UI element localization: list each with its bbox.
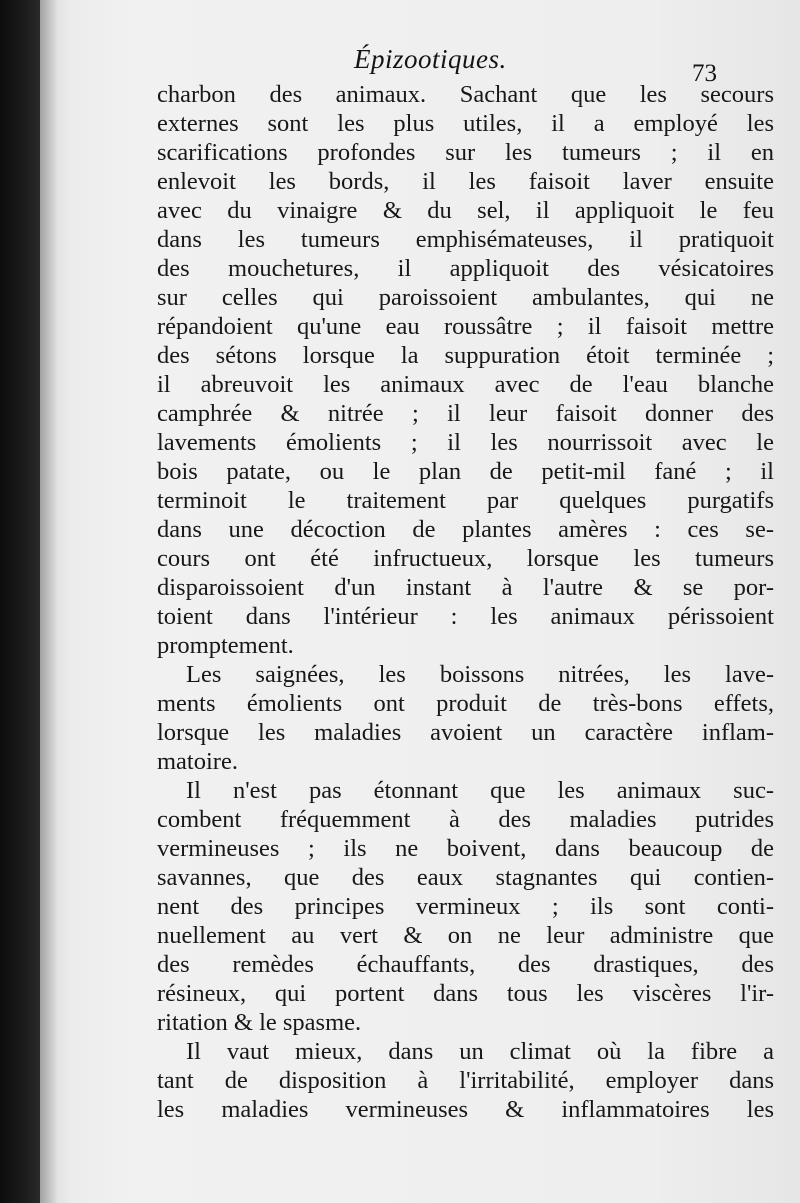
text-line: combent fréquemment à des maladies putrides — [157, 806, 774, 833]
text-line: externes sont les plus utiles, il a employé les — [157, 110, 774, 137]
text-line: disparoissoient d'un instant à l'autre & se por- — [157, 574, 774, 601]
text-line: nent des principes vermineux ; ils sont conti- — [157, 893, 774, 920]
text-line: lavements émolients ; il les nourrissoit avec le — [157, 429, 774, 456]
text-line: terminoit le traitement par quelques purgatifs — [157, 487, 774, 514]
text-line: nuellement au vert & on ne leur administre que — [157, 922, 774, 949]
text-line: tant de disposition à l'irritabilité, employer dans — [157, 1067, 774, 1094]
text-line: des sétons lorsque la suppuration étoit terminée ; — [157, 342, 774, 369]
text-line: des remèdes échauffants, des drastiques, des — [157, 951, 774, 978]
text-line: il abreuvoit les animaux avec de l'eau blanche — [157, 371, 774, 398]
text-line: répandoient qu'une eau roussâtre ; il faisoit mettre — [157, 313, 774, 340]
book-gutter — [0, 0, 40, 1203]
running-title: Épizootiques. — [354, 44, 507, 74]
text-line: ritation & le spasme. — [157, 1009, 362, 1036]
text-line: enlevoit les bords, il les faisoit laver ensuite — [157, 168, 774, 195]
text-line: sur celles qui paroissoient ambulantes, qui ne — [157, 284, 774, 311]
text-line: ments émolients ont produit de très-bons effets, — [157, 690, 774, 717]
text-line: Les saignées, les boissons nitrées, les lave- — [186, 661, 774, 688]
page-number: 73 — [692, 60, 717, 87]
text-line: dans les tumeurs emphisémateuses, il pratiquoit — [157, 226, 774, 253]
text-line: charbon des animaux. Sachant que les secours — [157, 81, 774, 108]
text-line: des mouchetures, il appliquoit des vésicatoires — [157, 255, 774, 282]
text-line: savannes, que des eaux stagnantes qui contien- — [157, 864, 774, 891]
text-line: bois patate, ou le plan de petit-mil fané ; il — [157, 458, 774, 485]
text-line: Il vaut mieux, dans un climat où la fibre a — [186, 1038, 774, 1065]
text-line: toient dans l'intérieur : les animaux périssoient — [157, 603, 774, 630]
text-line: Il n'est pas étonnant que les animaux suc- — [186, 777, 774, 804]
text-line: promptement. — [157, 632, 294, 659]
text-line: vermineuses ; ils ne boivent, dans beaucoup de — [157, 835, 774, 862]
text-line: dans une décoction de plantes amères : ces se- — [157, 516, 774, 543]
text-line: camphrée & nitrée ; il leur faisoit donner des — [157, 400, 774, 427]
text-line: résineux, qui portent dans tous les viscères l'ir- — [157, 980, 774, 1007]
text-line: cours ont été infructueux, lorsque les tumeurs — [157, 545, 774, 572]
body-text — [157, 80, 774, 1124]
text-line: lorsque les maladies avoient un caractère inflam- — [157, 719, 774, 746]
book-page — [40, 0, 800, 1203]
text-line: matoire. — [157, 748, 238, 775]
text-line: avec du vinaigre & du sel, il appliquoit le feu — [157, 197, 774, 224]
text-line: les maladies vermineuses & inflammatoires les — [157, 1096, 774, 1123]
page-header — [40, 44, 800, 87]
text-line: scarifications profondes sur les tumeurs ; il en — [157, 139, 774, 166]
